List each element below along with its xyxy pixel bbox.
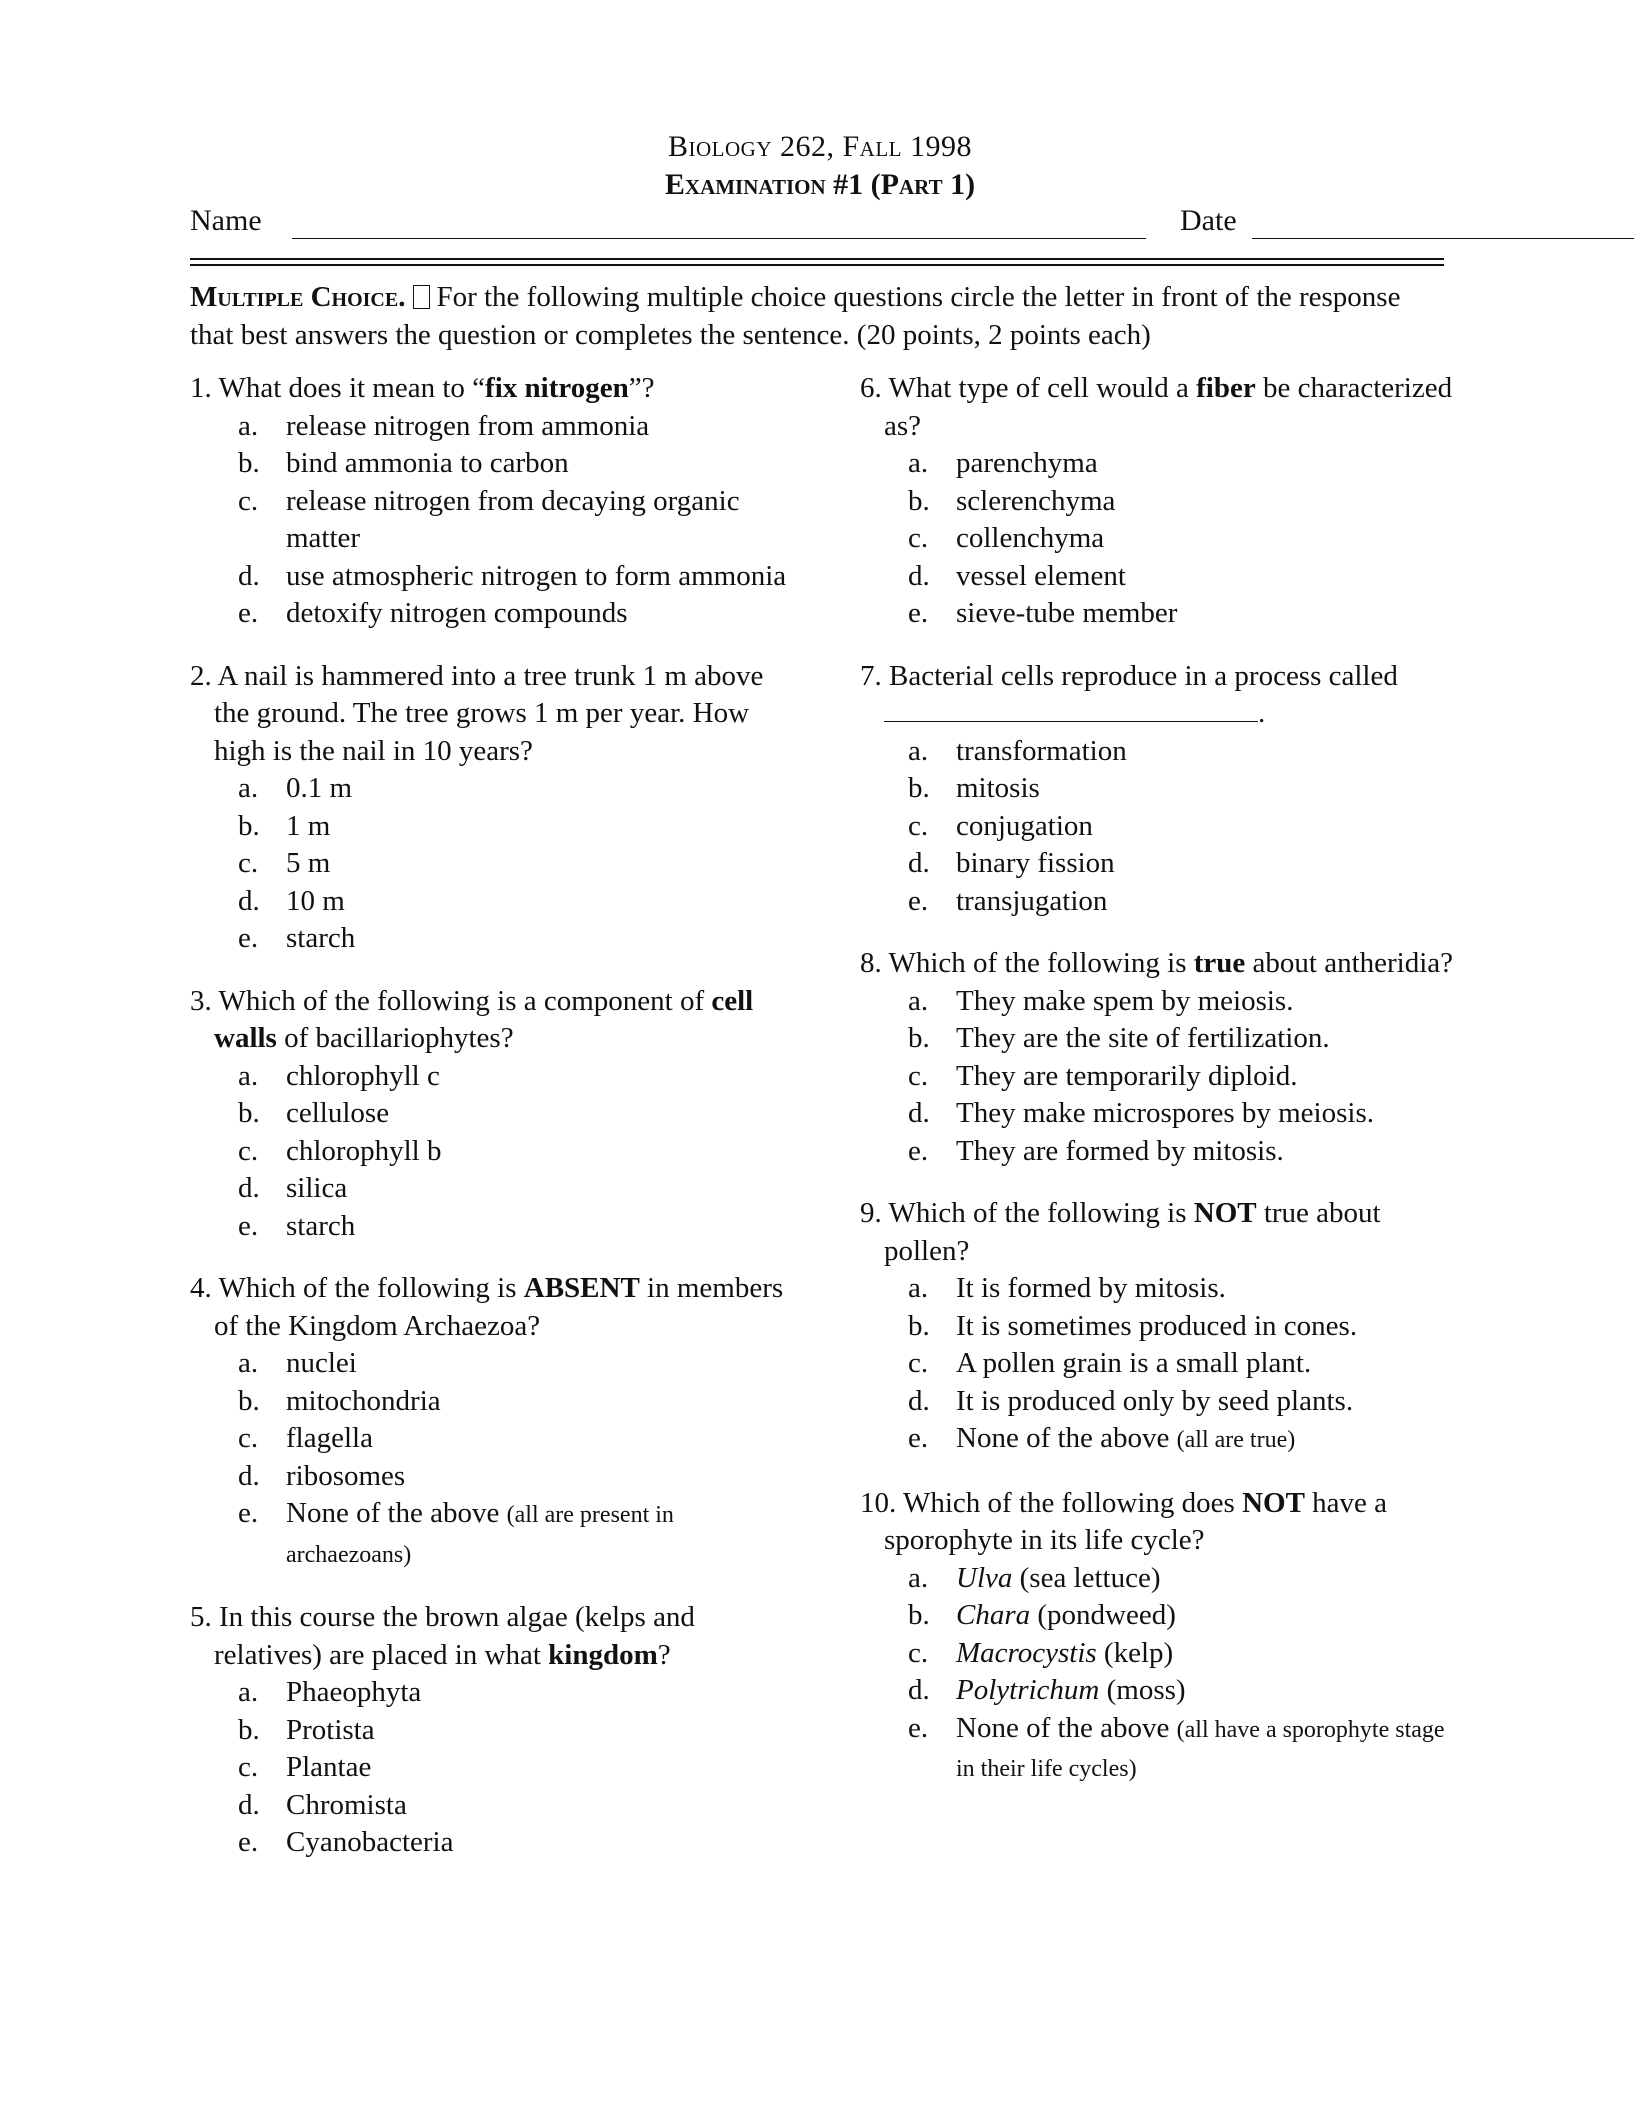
text-run: Bacterial cells reproduce in a process called [889, 659, 1398, 692]
date-label: Date [1180, 204, 1237, 237]
text-run: release nitrogen from decaying organic matter [286, 484, 740, 554]
option-text [286, 410, 649, 442]
header-divider [190, 258, 1444, 266]
text-run: They are formed by mitosis. [956, 1134, 1284, 1167]
date-field[interactable] [1252, 238, 1634, 239]
option-text [956, 1310, 1357, 1342]
answer-option[interactable] [190, 1345, 800, 1383]
answer-options [860, 733, 1460, 921]
text-run: mitochondria [286, 1384, 441, 1417]
option-text [956, 522, 1104, 554]
answer-option[interactable] [190, 408, 800, 446]
option-text [286, 1676, 421, 1708]
option-letter[interactable]: c. [908, 809, 929, 842]
answer-option[interactable] [860, 1560, 1460, 1598]
option-letter[interactable]: b. [238, 1097, 260, 1129]
question-stem [860, 1195, 1460, 1270]
option-text [286, 1097, 389, 1129]
question-9 [860, 1195, 1460, 1460]
text-run: 0.1 m [286, 772, 353, 804]
question-number: 1. [190, 372, 212, 404]
text-run: They make spem by meiosis. [956, 984, 1294, 1017]
name-label: Name [190, 204, 262, 237]
option-text [286, 1385, 441, 1417]
question-number: 5. [190, 1601, 212, 1633]
text-run: parenchyma [956, 447, 1098, 479]
answer-option[interactable] [190, 1133, 800, 1171]
text-run: 5 m [286, 847, 331, 879]
option-letter[interactable]: e. [238, 1209, 259, 1242]
option-letter[interactable]: a. [238, 1347, 259, 1379]
answer-option[interactable] [190, 1095, 800, 1133]
text-run: bind ammonia to carbon [286, 447, 569, 479]
text-run: (kelp) [1096, 1636, 1174, 1669]
option-text [286, 1060, 440, 1092]
answer-options [190, 1674, 800, 1862]
answer-option[interactable] [190, 808, 800, 846]
text-run: What does it mean to “ [218, 372, 486, 404]
answer-option[interactable] [190, 770, 800, 808]
answer-option[interactable] [860, 733, 1460, 771]
fill-in-blank[interactable] [884, 697, 1258, 722]
answer-option[interactable] [190, 483, 800, 558]
option-text [286, 1751, 371, 1783]
option-letter[interactable]: d. [238, 1788, 260, 1821]
section-heading: Multiple Choice. [190, 281, 406, 313]
answer-option[interactable] [190, 445, 800, 483]
option-letter[interactable]: a. [908, 447, 929, 479]
text-run: A nail is hammered into a tree trunk 1 m above the ground. The tree grows 1 m per year. How high is the nail in 10 years? [214, 659, 764, 767]
text-run: Which of the following is a component of [218, 984, 712, 1017]
option-letter[interactable]: c. [908, 1347, 929, 1379]
answer-options [860, 1560, 1460, 1789]
emphasis-bold: fiber [1196, 372, 1256, 404]
option-text [956, 985, 1293, 1017]
option-letter[interactable]: c. [908, 1059, 929, 1092]
question-6 [860, 370, 1460, 633]
genus-name: Ulva [956, 1561, 1013, 1594]
option-text [286, 1460, 405, 1492]
answer-options [860, 983, 1460, 1171]
text-run: A pollen grain is a small plant. [956, 1347, 1312, 1379]
option-text [956, 1712, 1445, 1784]
answer-option[interactable] [190, 1674, 800, 1712]
text-run: sclerenchyma [956, 484, 1116, 517]
option-note: (all have a sporophyte stage in their life cycles) [956, 1716, 1445, 1782]
emphasis-bold: true [1193, 947, 1246, 979]
text-run: collenchyma [956, 522, 1105, 554]
option-letter[interactable]: e. [238, 922, 259, 954]
option-text [956, 1097, 1374, 1129]
text-run: 10 m [286, 884, 345, 917]
answer-option[interactable] [860, 1058, 1460, 1096]
answer-option[interactable] [860, 558, 1460, 596]
answer-option[interactable] [190, 883, 800, 921]
option-letter[interactable]: e. [908, 884, 929, 917]
answer-option[interactable] [860, 483, 1460, 521]
option-letter[interactable]: b. [238, 809, 260, 842]
text-run: conjugation [956, 809, 1093, 842]
question-4 [190, 1270, 800, 1574]
answer-option[interactable] [190, 1495, 800, 1574]
name-date-row [190, 204, 1436, 244]
text-run: Which of the following is [888, 947, 1194, 979]
question-5 [190, 1599, 800, 1862]
text-run: They are the site of fertilization. [956, 1022, 1330, 1054]
option-letter[interactable]: a. [908, 734, 929, 767]
answer-option[interactable] [860, 883, 1460, 921]
answer-option[interactable] [860, 1672, 1460, 1710]
option-text [286, 1210, 355, 1242]
text-run: cellulose [286, 1097, 390, 1129]
option-letter[interactable]: c. [908, 522, 929, 554]
text-run: use atmospheric nitrogen to form ammonia [286, 559, 787, 592]
option-text [286, 922, 355, 954]
option-text [956, 1385, 1353, 1417]
option-letter[interactable]: e. [238, 1826, 259, 1858]
question-number: 4. [190, 1272, 212, 1304]
option-letter[interactable]: b. [908, 772, 930, 804]
text-run: In this course the brown algae (kelps and relatives) are placed in what [214, 1601, 695, 1671]
option-letter[interactable]: b. [908, 1599, 930, 1631]
text-run: Phaeophyta [286, 1676, 422, 1708]
text-run: . [1258, 697, 1266, 729]
text-run: about antheridia? [1245, 947, 1454, 979]
text-run: have a sporophyte in its life cycle? [884, 1486, 1388, 1556]
answer-options [860, 1270, 1460, 1460]
option-letter[interactable]: d. [908, 1097, 930, 1129]
checkbox-glyph-icon [413, 285, 430, 309]
option-letter[interactable]: e. [908, 597, 929, 629]
answer-option[interactable] [860, 1420, 1460, 1460]
option-letter[interactable]: c. [238, 847, 259, 879]
option-text [286, 485, 740, 555]
question-stem [860, 945, 1460, 983]
text-run: (moss) [1099, 1674, 1186, 1706]
option-letter[interactable]: b. [908, 484, 930, 517]
answer-option[interactable] [190, 1787, 800, 1825]
answer-option[interactable] [860, 1383, 1460, 1421]
text-run: Which of the following is [218, 1272, 524, 1304]
text-run: sieve-tube member [956, 597, 1178, 629]
option-text [286, 560, 786, 592]
answer-option[interactable] [860, 983, 1460, 1021]
answer-option[interactable] [190, 595, 800, 633]
option-letter[interactable]: d. [908, 1384, 930, 1417]
text-run: flagella [286, 1422, 373, 1454]
option-text [286, 1714, 375, 1746]
text-run: ? [657, 1638, 671, 1671]
option-text [956, 885, 1107, 917]
text-run: (sea lettuce) [1012, 1561, 1161, 1594]
option-text [956, 1674, 1186, 1706]
answer-option[interactable] [860, 445, 1460, 483]
answer-options [190, 1345, 800, 1574]
text-run: be characterized as? [884, 372, 1453, 442]
answer-option[interactable] [190, 1749, 800, 1787]
question-7 [860, 658, 1460, 921]
text-run: binary fission [956, 847, 1115, 879]
answer-option[interactable] [860, 1308, 1460, 1346]
option-letter[interactable]: b. [908, 1309, 930, 1342]
answer-option[interactable] [860, 1345, 1460, 1383]
emphasis-bold: fix nitrogen [485, 372, 629, 404]
option-letter[interactable]: c. [238, 1751, 259, 1783]
text-run: None of the above [286, 1497, 507, 1529]
text-run: starch [286, 1209, 356, 1242]
answer-option[interactable] [190, 1058, 800, 1096]
question-stem [860, 658, 1460, 733]
answer-option[interactable] [860, 1597, 1460, 1635]
option-letter[interactable]: b. [238, 1713, 260, 1746]
answer-option[interactable] [860, 770, 1460, 808]
answer-option[interactable] [860, 1020, 1460, 1058]
option-text [286, 885, 345, 917]
question-3 [190, 983, 800, 1246]
option-text [956, 1422, 1295, 1454]
text-run: true about pollen? [884, 1197, 1381, 1267]
option-text [956, 1272, 1226, 1304]
option-text [956, 847, 1115, 879]
text-run: of bacillariophytes? [276, 1022, 514, 1054]
question-stem [860, 370, 1460, 445]
option-letter[interactable]: a. [908, 1272, 929, 1304]
answer-option[interactable] [860, 1133, 1460, 1171]
question-stem [190, 658, 800, 771]
option-text [286, 1826, 453, 1858]
question-stem [190, 370, 800, 408]
text-run: None of the above [956, 1422, 1177, 1454]
option-text [286, 1135, 441, 1167]
option-letter[interactable]: d. [238, 1172, 260, 1204]
option-text [956, 1135, 1284, 1167]
question-stem [190, 1270, 800, 1345]
answer-option[interactable] [860, 1095, 1460, 1133]
option-letter[interactable]: e. [238, 597, 259, 629]
course-title: Biology 262, Fall 1998 [668, 130, 972, 163]
option-text [286, 1347, 357, 1379]
text-run: None of the above [956, 1711, 1177, 1744]
text-run: Plantae [286, 1751, 372, 1783]
option-text [956, 1562, 1161, 1594]
answer-option[interactable] [190, 1458, 800, 1496]
text-run: ribosomes [286, 1459, 406, 1492]
option-text [286, 1172, 347, 1204]
text-run: ”? [628, 372, 655, 404]
option-letter[interactable]: e. [238, 1497, 259, 1529]
option-text [286, 1422, 373, 1454]
question-stem [860, 1485, 1460, 1560]
text-run: transformation [956, 734, 1127, 767]
option-text [956, 1060, 1297, 1092]
text-run: release nitrogen from ammonia [286, 409, 650, 442]
option-text [956, 1637, 1173, 1669]
question-1 [190, 370, 800, 633]
text-run: Chromista [286, 1788, 407, 1821]
name-field[interactable] [292, 238, 1146, 239]
answer-option[interactable] [860, 1270, 1460, 1308]
option-letter[interactable]: c. [238, 1422, 259, 1454]
text-run: (pondweed) [1030, 1599, 1176, 1631]
emphasis-bold: ABSENT [523, 1272, 640, 1304]
option-text [286, 810, 330, 842]
answer-option[interactable] [190, 1824, 800, 1862]
option-letter[interactable]: b. [238, 1384, 260, 1417]
text-run: 1 m [286, 809, 331, 842]
question-10 [860, 1485, 1460, 1789]
option-text [956, 1599, 1176, 1631]
emphasis-bold: kingdom [548, 1638, 658, 1671]
text-run: Which of the following is [888, 1197, 1194, 1229]
text-run: starch [286, 922, 356, 954]
option-letter[interactable]: c. [238, 484, 259, 517]
option-letter[interactable]: e. [908, 1711, 929, 1744]
question-number: 7. [860, 659, 882, 692]
option-letter[interactable]: e. [908, 1134, 929, 1167]
option-letter[interactable]: d. [238, 1459, 260, 1492]
answer-option[interactable] [190, 1170, 800, 1208]
option-text [286, 447, 569, 479]
answer-option[interactable] [190, 1712, 800, 1750]
question-number: 2. [190, 659, 212, 692]
option-note: (all are present in archaezoans) [286, 1502, 674, 1568]
text-run: It is formed by mitosis. [956, 1272, 1226, 1304]
answer-option[interactable] [190, 920, 800, 958]
option-letter[interactable]: c. [908, 1636, 929, 1669]
answer-options [190, 1058, 800, 1246]
text-run: mitosis [956, 772, 1040, 804]
option-letter[interactable]: a. [238, 1676, 259, 1708]
text-run: What type of cell would a [888, 372, 1197, 404]
option-text [956, 1022, 1330, 1054]
option-text [286, 1497, 674, 1569]
option-text [956, 597, 1177, 629]
answer-option[interactable] [860, 520, 1460, 558]
answer-options [190, 770, 800, 958]
questions-right-column [860, 370, 1460, 1814]
option-text [286, 847, 330, 879]
text-run: It is produced only by seed plants. [956, 1384, 1354, 1417]
option-letter[interactable]: b. [238, 447, 260, 479]
question-stem [190, 983, 800, 1058]
answer-options [190, 408, 800, 633]
text-run: Which of the following does [902, 1486, 1243, 1519]
option-text [286, 772, 352, 804]
option-letter[interactable]: d. [908, 847, 930, 879]
emphasis-bold: cell walls [214, 984, 754, 1054]
answer-option[interactable] [190, 1383, 800, 1421]
text-run: It is sometimes produced in cones. [956, 1309, 1358, 1342]
text-run: They are temporarily diploid. [956, 1059, 1298, 1092]
question-stem [190, 1599, 800, 1674]
option-text [956, 1347, 1311, 1379]
answer-option[interactable] [860, 845, 1460, 883]
option-text [956, 485, 1115, 517]
genus-name: Macrocystis [956, 1636, 1097, 1669]
text-run: chlorophyll c [286, 1059, 440, 1092]
emphasis-bold: NOT [1193, 1197, 1257, 1229]
option-text [286, 1789, 407, 1821]
question-number: 9. [860, 1197, 882, 1229]
text-run: nuclei [286, 1347, 357, 1379]
text-run: Cyanobacteria [286, 1826, 454, 1858]
option-letter[interactable]: a. [908, 984, 929, 1017]
option-letter[interactable]: d. [908, 1674, 930, 1706]
option-letter[interactable]: a. [238, 409, 259, 442]
option-letter[interactable]: d. [908, 559, 930, 592]
option-text [286, 597, 628, 629]
option-letter[interactable]: a. [238, 1059, 259, 1092]
option-letter[interactable]: d. [238, 559, 260, 592]
question-number: 10. [860, 1486, 897, 1519]
text-run: chlorophyll b [286, 1134, 442, 1167]
exam-title-block [0, 128, 1640, 204]
answer-option[interactable] [190, 558, 800, 596]
text-run: transjugation [956, 884, 1108, 917]
answer-option[interactable] [190, 1208, 800, 1246]
text-run: silica [286, 1172, 348, 1204]
answer-option[interactable] [860, 595, 1460, 633]
option-letter[interactable]: e. [908, 1422, 929, 1454]
text-run: They make microspores by meiosis. [956, 1097, 1374, 1129]
answer-option[interactable] [190, 845, 800, 883]
question-8 [860, 945, 1460, 1170]
questions-left-column [190, 370, 800, 1887]
exam-title: Examination #1 (Part 1) [664, 168, 976, 201]
answer-option[interactable] [860, 808, 1460, 846]
answer-option[interactable] [860, 1710, 1460, 1789]
genus-name: Chara [956, 1599, 1031, 1631]
option-letter[interactable]: c. [238, 1134, 259, 1167]
option-letter[interactable]: b. [908, 1022, 930, 1054]
instructions [190, 278, 1450, 354]
answer-options [860, 445, 1460, 633]
question-2 [190, 658, 800, 958]
emphasis-bold: NOT [1242, 1486, 1305, 1519]
text-run: vessel element [956, 559, 1126, 592]
question-number: 3. [190, 984, 212, 1017]
question-number: 8. [860, 947, 882, 979]
text-run: detoxify nitrogen compounds [286, 597, 628, 629]
option-text [956, 560, 1126, 592]
instructions-text: For the following multiple choice questions circle the letter in front of the response that best answers the question or completes the sentence. (20 points, 2 points each) [190, 281, 1401, 351]
question-number: 6. [860, 372, 882, 404]
answer-option[interactable] [860, 1635, 1460, 1673]
option-text [956, 447, 1098, 479]
answer-option[interactable] [190, 1420, 800, 1458]
text-run: in members of the Kingdom Archaezoa? [214, 1272, 784, 1342]
option-letter[interactable]: a. [908, 1561, 929, 1594]
option-text [956, 772, 1040, 804]
text-run: Protista [286, 1713, 375, 1746]
option-note: (all are true) [1176, 1427, 1296, 1453]
option-letter[interactable]: a. [238, 772, 259, 804]
genus-name: Polytrichum [956, 1674, 1100, 1706]
option-text [956, 810, 1093, 842]
option-letter[interactable]: d. [238, 884, 260, 917]
option-text [956, 735, 1127, 767]
